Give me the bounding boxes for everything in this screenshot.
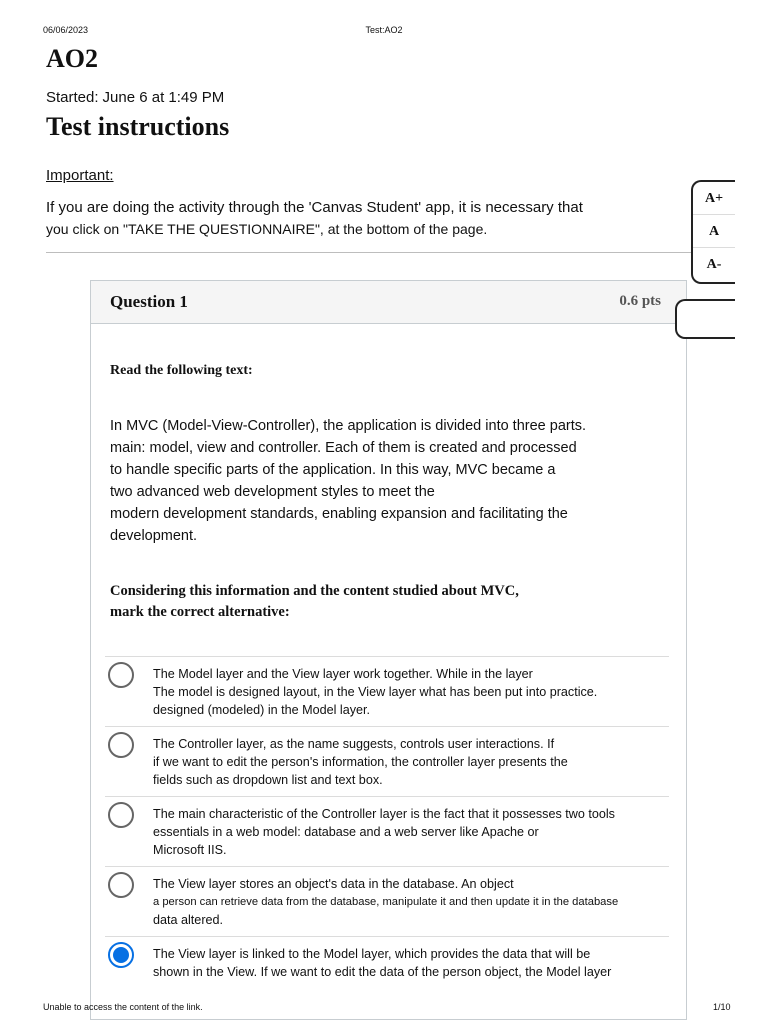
question-passage	[110, 415, 680, 547]
radio-button[interactable]	[108, 662, 134, 688]
print-title: Test:AO2	[365, 25, 403, 35]
divider	[46, 252, 706, 253]
question-prompt	[110, 581, 519, 623]
answer-option-1[interactable]	[105, 656, 669, 726]
question-name: Question 1	[110, 292, 188, 311]
answer-line: fields such as dropdown list and text box.	[153, 773, 383, 787]
started-value: June 6 at 1:49 PM	[102, 89, 225, 106]
passage-line: In MVC (Model-View-Controller), the application is divided into three parts.	[110, 418, 587, 434]
answer-label	[153, 665, 673, 719]
question-card	[90, 280, 687, 1020]
increase-font-button[interactable]: A+	[693, 182, 735, 215]
reset-font-button[interactable]: A	[693, 215, 735, 248]
footer-note: Unable to access the content of the link.	[43, 1002, 203, 1012]
decrease-font-button[interactable]: A-	[706, 257, 722, 272]
answer-label	[153, 735, 673, 789]
answer-line: The main characteristic of the Controller layer is the fact that it possesses two tools	[153, 807, 615, 821]
question-points: 0.6 pts	[619, 293, 661, 309]
passage-line: modern development standards, enabling expansion and facilitating the	[110, 506, 568, 522]
answer-option-2[interactable]	[105, 726, 669, 796]
print-date: 06/06/2023	[43, 25, 89, 35]
prompt-line: mark the correct alternative:	[110, 604, 290, 620]
answer-line: designed (modeled) in the Model layer.	[153, 703, 371, 717]
passage-line: two advanced web development styles to meet the	[110, 484, 435, 500]
page-number: 1/10	[713, 1002, 731, 1012]
answer-label	[153, 805, 673, 859]
instruction-line: If you are doing the activity through the 'Canvas Student' app, it is necessary that	[46, 199, 583, 216]
answer-line: The View layer is linked to the Model layer, which provides the data that will be	[153, 947, 591, 961]
started-info	[46, 89, 228, 106]
radio-button[interactable]	[108, 732, 134, 758]
answer-label	[153, 945, 673, 981]
answer-line: Microsoft IIS.	[153, 843, 227, 857]
page-title: AO2	[46, 44, 98, 73]
important-label: Important:	[46, 167, 114, 184]
prompt-line: Considering this information and the content studied about MVC,	[110, 583, 519, 599]
passage-line: to handle specific parts of the application. In this way, MVC became a	[110, 462, 556, 478]
answer-line: The Model layer and the View layer work together. While in the layer	[153, 667, 533, 681]
instructions-heading: Test instructions	[46, 112, 230, 141]
radio-button[interactable]	[108, 802, 134, 828]
question-lead: Read the following text:	[110, 363, 253, 378]
answer-line: The model is designed layout, in the View layer what has been put into practice.	[153, 685, 598, 699]
answer-line: essentials in a web model: database and a web server like Apache or	[153, 825, 539, 839]
answer-line: if we want to edit the person's information, the controller layer presents the	[153, 755, 568, 769]
answer-line: data altered.	[153, 913, 224, 927]
question-header	[91, 281, 686, 324]
radio-button-selected[interactable]	[108, 942, 134, 968]
started-label: Started:	[46, 89, 99, 106]
side-panel-tab[interactable]	[675, 299, 735, 339]
answer-list	[105, 656, 669, 1006]
answer-option-4[interactable]	[105, 866, 669, 936]
answer-line: a person can retrieve data from the database, manipulate it and then update it in the database	[153, 896, 619, 908]
answer-label	[153, 875, 673, 929]
answer-line: shown in the View. If we want to edit the data of the person object, the Model layer	[153, 965, 612, 979]
radio-button[interactable]	[108, 872, 134, 898]
instruction-line: you click on "TAKE THE QUESTIONNAIRE", at the bottom of the page.	[46, 221, 488, 237]
passage-line: main: model, view and controller. Each of them is created and processed	[110, 440, 577, 456]
answer-line: The View layer stores an object's data in the database. An object	[153, 877, 514, 891]
answer-option-3[interactable]	[105, 796, 669, 866]
answer-line: The Controller layer, as the name suggests, controls user interactions. If	[153, 737, 555, 751]
passage-line: development.	[110, 528, 198, 544]
answer-option-5[interactable]	[105, 936, 669, 1006]
font-size-toolbar	[691, 180, 735, 284]
